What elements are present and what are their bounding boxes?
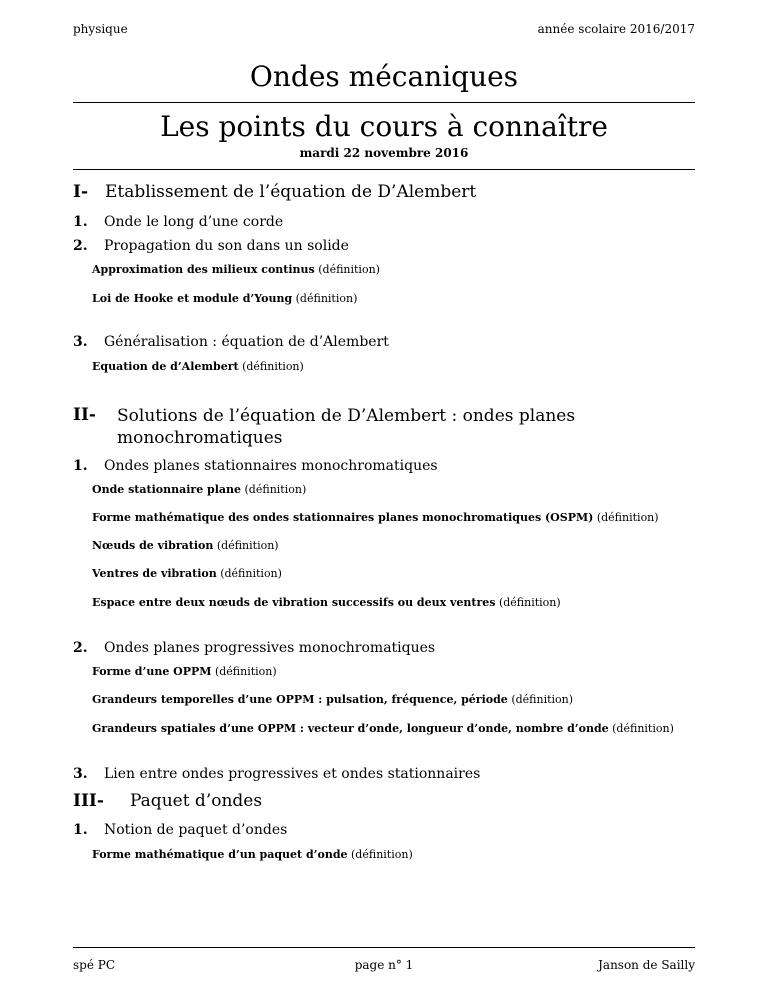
- footer-class: spé PC: [73, 958, 116, 972]
- subsection-number: 3.: [73, 766, 88, 782]
- item-tag: (définition): [511, 693, 574, 706]
- subsection-title: Ondes planes progressives monochromatiques: [104, 640, 436, 656]
- header-subject: physique: [73, 22, 128, 36]
- item-text: Ventres de vibration: [92, 567, 217, 580]
- page-date: mardi 22 novembre 2016: [299, 146, 469, 160]
- item-tag: (définition): [318, 263, 380, 276]
- subsection-number: 3.: [73, 334, 88, 350]
- page-subtitle: Les points du cours à connaître: [160, 110, 608, 143]
- section-number: II-: [73, 405, 96, 425]
- subsection-title: Lien entre ondes progressives et ondes stationnaires: [104, 766, 481, 782]
- item-text: Forme d’une OPPM: [92, 665, 212, 678]
- footer-rule: [73, 947, 695, 948]
- item-text: Forme mathématique d’un paquet d’onde: [92, 848, 348, 861]
- item-text: Grandeurs temporelles d’une OPPM : pulsation, fréquence, période: [92, 693, 508, 706]
- item-tag: (définition): [596, 511, 659, 524]
- page-title: Ondes mécaniques: [249, 60, 519, 93]
- list-item: [92, 360, 304, 373]
- item-text: Grandeurs spatiales d’une OPPM : vecteur d’onde, longueur d’onde, nombre d’onde: [92, 722, 609, 735]
- list-item: [92, 539, 279, 552]
- section-number: I-: [73, 182, 89, 202]
- list-item: [92, 848, 413, 861]
- list-item: [92, 596, 561, 609]
- item-tag: (définition): [612, 722, 674, 735]
- list-item: [92, 567, 282, 580]
- list-item: [92, 483, 306, 496]
- list-item: [92, 511, 659, 524]
- subsection-number: 2.: [73, 238, 88, 254]
- item-text: Onde stationnaire plane: [92, 483, 242, 496]
- item-text: Equation de d’Alembert: [92, 360, 239, 373]
- title-rule: [73, 102, 695, 103]
- item-text: Forme mathématique des ondes stationnaires planes monochromatiques (OSPM): [92, 511, 594, 524]
- section-title: Solutions de l’équation de D’Alembert : ondes planes monochromatiques: [117, 406, 576, 448]
- subsection-number: 1.: [73, 214, 88, 230]
- item-tag: (définition): [242, 360, 304, 373]
- list-item: [92, 693, 573, 706]
- list-item: [92, 722, 674, 735]
- subsection-number: 2.: [73, 640, 88, 656]
- item-tag: (définition): [216, 539, 279, 552]
- subsection-title: Propagation du son dans un solide: [104, 238, 349, 254]
- item-tag: (définition): [498, 596, 561, 609]
- list-item: [92, 263, 380, 276]
- item-text: Loi de Hooke et module d’Young: [92, 292, 293, 305]
- item-tag: (définition): [220, 567, 282, 580]
- section-title: Paquet d’ondes: [130, 791, 263, 811]
- item-text: Espace entre deux nœuds de vibration successifs ou deux ventres: [92, 596, 496, 609]
- item-tag: (définition): [351, 848, 413, 861]
- item-text: Approximation des milieux continus: [92, 263, 315, 276]
- section-number: III-: [73, 791, 104, 811]
- item-tag: (définition): [214, 665, 277, 678]
- item-text: Nœuds de vibration: [92, 539, 214, 552]
- subsection-number: 1.: [73, 458, 88, 474]
- subsection-title: Ondes planes stationnaires monochromatiques: [104, 458, 438, 474]
- subsection-number: 1.: [73, 822, 88, 838]
- section-title: Etablissement de l’équation de D’Alembert: [105, 182, 477, 202]
- subsection-title: Onde le long d’une corde: [104, 214, 284, 230]
- subsection-title: Généralisation : équation de d’Alembert: [104, 334, 389, 350]
- list-item: [92, 665, 277, 678]
- item-tag: (définition): [295, 292, 358, 305]
- header-school-year: année scolaire 2016/2017: [537, 22, 695, 36]
- list-item: [92, 292, 357, 305]
- footer-school: Janson de Sailly: [598, 958, 695, 972]
- item-tag: (définition): [244, 483, 307, 496]
- footer-page-number: page n° 1: [354, 958, 414, 972]
- subsection-title: Notion de paquet d’ondes: [104, 822, 288, 838]
- subtitle-rule: [73, 169, 695, 170]
